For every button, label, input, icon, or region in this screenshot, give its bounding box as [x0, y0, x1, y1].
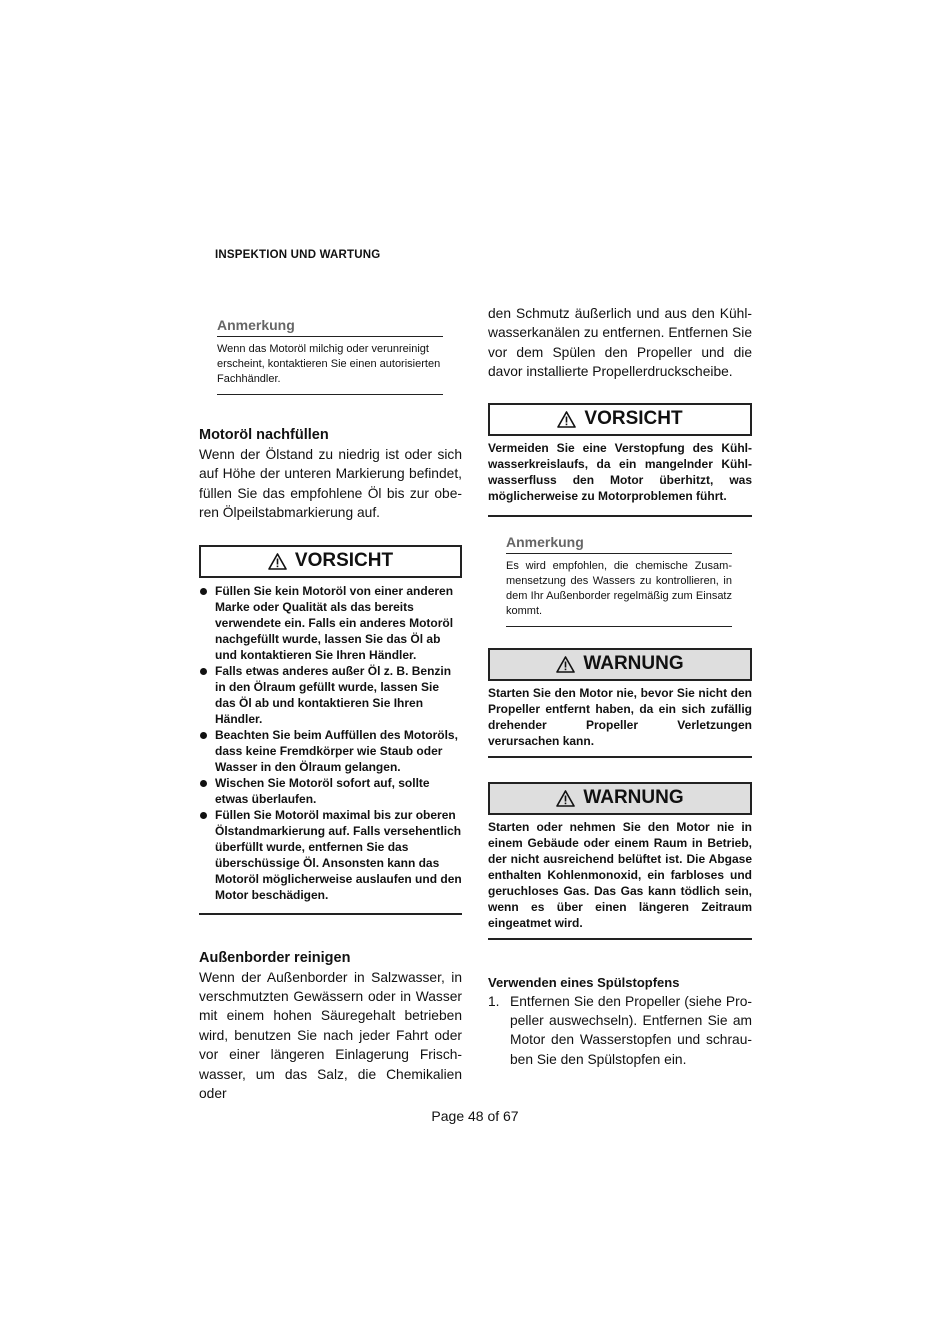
warning-triangle-icon [556, 656, 575, 673]
note-box-oil [217, 317, 443, 395]
section-heading-refill-oil: Motoröl nachfüllen [199, 427, 329, 443]
bullet-icon [200, 812, 207, 819]
bullet-icon [200, 668, 207, 675]
section-header: INSPEKTION UND WARTUNG [215, 249, 381, 261]
section-heading-clean: Außenborder reinigen [199, 949, 351, 966]
caution-header [199, 545, 462, 578]
warning-triangle-icon [556, 790, 575, 807]
warning-body-exhaust: Starten oder nehmen Sie den Motor nie in einem Gebäude oder einem Raum in Betrieb, der nicht ausreichend belüftet ist. Die Abgase enthalten Kohlenmonoxid, ein farbloses und geruchloses Gas. Das Gas kann tödlich sein, wenn es über einen längeren Zeitraum eingeatmet wird. [488, 815, 752, 940]
note-text: Wenn das Motoröl milchig oder verunreinigt erscheint, kontaktieren Sie einen autorisierten Fachhändler. [217, 337, 443, 395]
warning-triangle-icon [268, 553, 287, 570]
section-heading-flush-plug: Verwenden eines Spülstopfens [488, 974, 680, 990]
page-number: Page 48 of 67 [431, 1108, 519, 1124]
warning-label: WARNUNG [583, 787, 684, 809]
caution-label: VORSICHT [584, 408, 683, 430]
left-column [199, 300, 462, 1103]
note-text: Es wird empfohlen, die chemische Zusammensetzung des Wassers zu kontrollieren, in dem Ihr Außenborder regelmäßig zum Einsatz kommt. [506, 554, 732, 627]
note-title: Anmerkung [506, 534, 732, 554]
caution-item: Beachten Sie beim Auffüllen des Motoröls, dass keine Fremdkörper wie Staub oder Wasser in den Ölraum gelangen. [199, 727, 462, 775]
warning-body-propeller: Starten Sie den Motor nie, bevor Sie nicht den Propeller entfernt haben, da ein sich zufällig drehender Propeller Verletzungen verursachen kann. [488, 681, 752, 758]
clean-text: Wenn der Außenborder in Salzwasser, in verschmutzten Gewässern oder in Wasser mit einem hohen Säuregehalt betrieben wird, benutzen Sie nach jeder Fahrt oder vor einer längeren Einlagerung Frischwasser, um das Salz, die Chemikalien oder [199, 969, 462, 1102]
caution-item: Füllen Sie kein Motoröl von einer anderen Marke oder Qualität als das bereits verwendete ein. Falls ein anderes Motoröl nachgefüllt wurde, lassen Sie das Öl ab und kontaktieren Sie Ihren Händler. [199, 583, 462, 663]
bullet-icon [200, 780, 207, 787]
warning-header-2 [488, 782, 752, 815]
caution-label: VORSICHT [294, 550, 394, 572]
warning-label: WARNUNG [583, 653, 684, 675]
caution-header-right [488, 403, 752, 436]
caution-body-oil [199, 578, 462, 915]
caution-item: Falls etwas anderes außer Öl z. B. Benzin in den Ölraum gefüllt wurde, lassen Sie das Öl ab und kontaktieren Sie Ihren Händler. [199, 663, 462, 727]
caution-item: Füllen Sie Motoröl maximal bis zur oberen Ölstandmarkierung auf. Falls versehentlich überfüllt wurde, entfernen Sie das überschüssige Öl. Ansonsten kann das Motoröl möglicherweise auslaufen und den Motor beschädigen. [199, 807, 462, 903]
flush-step: 1. Entfernen Sie den Propeller (siehe Propeller auswechseln). Entfernen Sie am Motor den Wasserstopfen und schrauben Sie den Spülstopfen ein. [488, 993, 752, 1067]
bullet-icon [200, 732, 207, 739]
right-column [488, 304, 752, 1069]
warning-triangle-icon [557, 411, 576, 428]
clean-text-continued: den Schmutz äußerlich und aus den Kühlwasserkanälen zu entfernen. Entfernen Sie vor dem Spülen den Propeller und die davor installierte Propellerdruckscheibe. [488, 306, 752, 380]
flush-steps [488, 992, 752, 1070]
bullet-icon [200, 588, 207, 595]
note-title: Anmerkung [217, 317, 443, 337]
refill-oil-text: Wenn der Ölstand zu niedrig ist oder sich auf Höhe der unteren Markierung befindet, füllen Sie das empfohlene Öl bis zur oberen Ölpeilstabmarkierung auf. [199, 447, 462, 521]
caution-body-water: Vermeiden Sie eine Verstopfung des Kühlwasserkreislaufs, da ein mangelnder Kühlwasserfluss den Motor überhitzt, was möglicherweise zu Motorproblemen führt. [488, 436, 752, 517]
caution-item: Wischen Sie Motoröl sofort auf, sollte etwas überlaufen. [199, 775, 462, 807]
note-box-water [506, 534, 732, 627]
warning-header-1 [488, 648, 752, 681]
